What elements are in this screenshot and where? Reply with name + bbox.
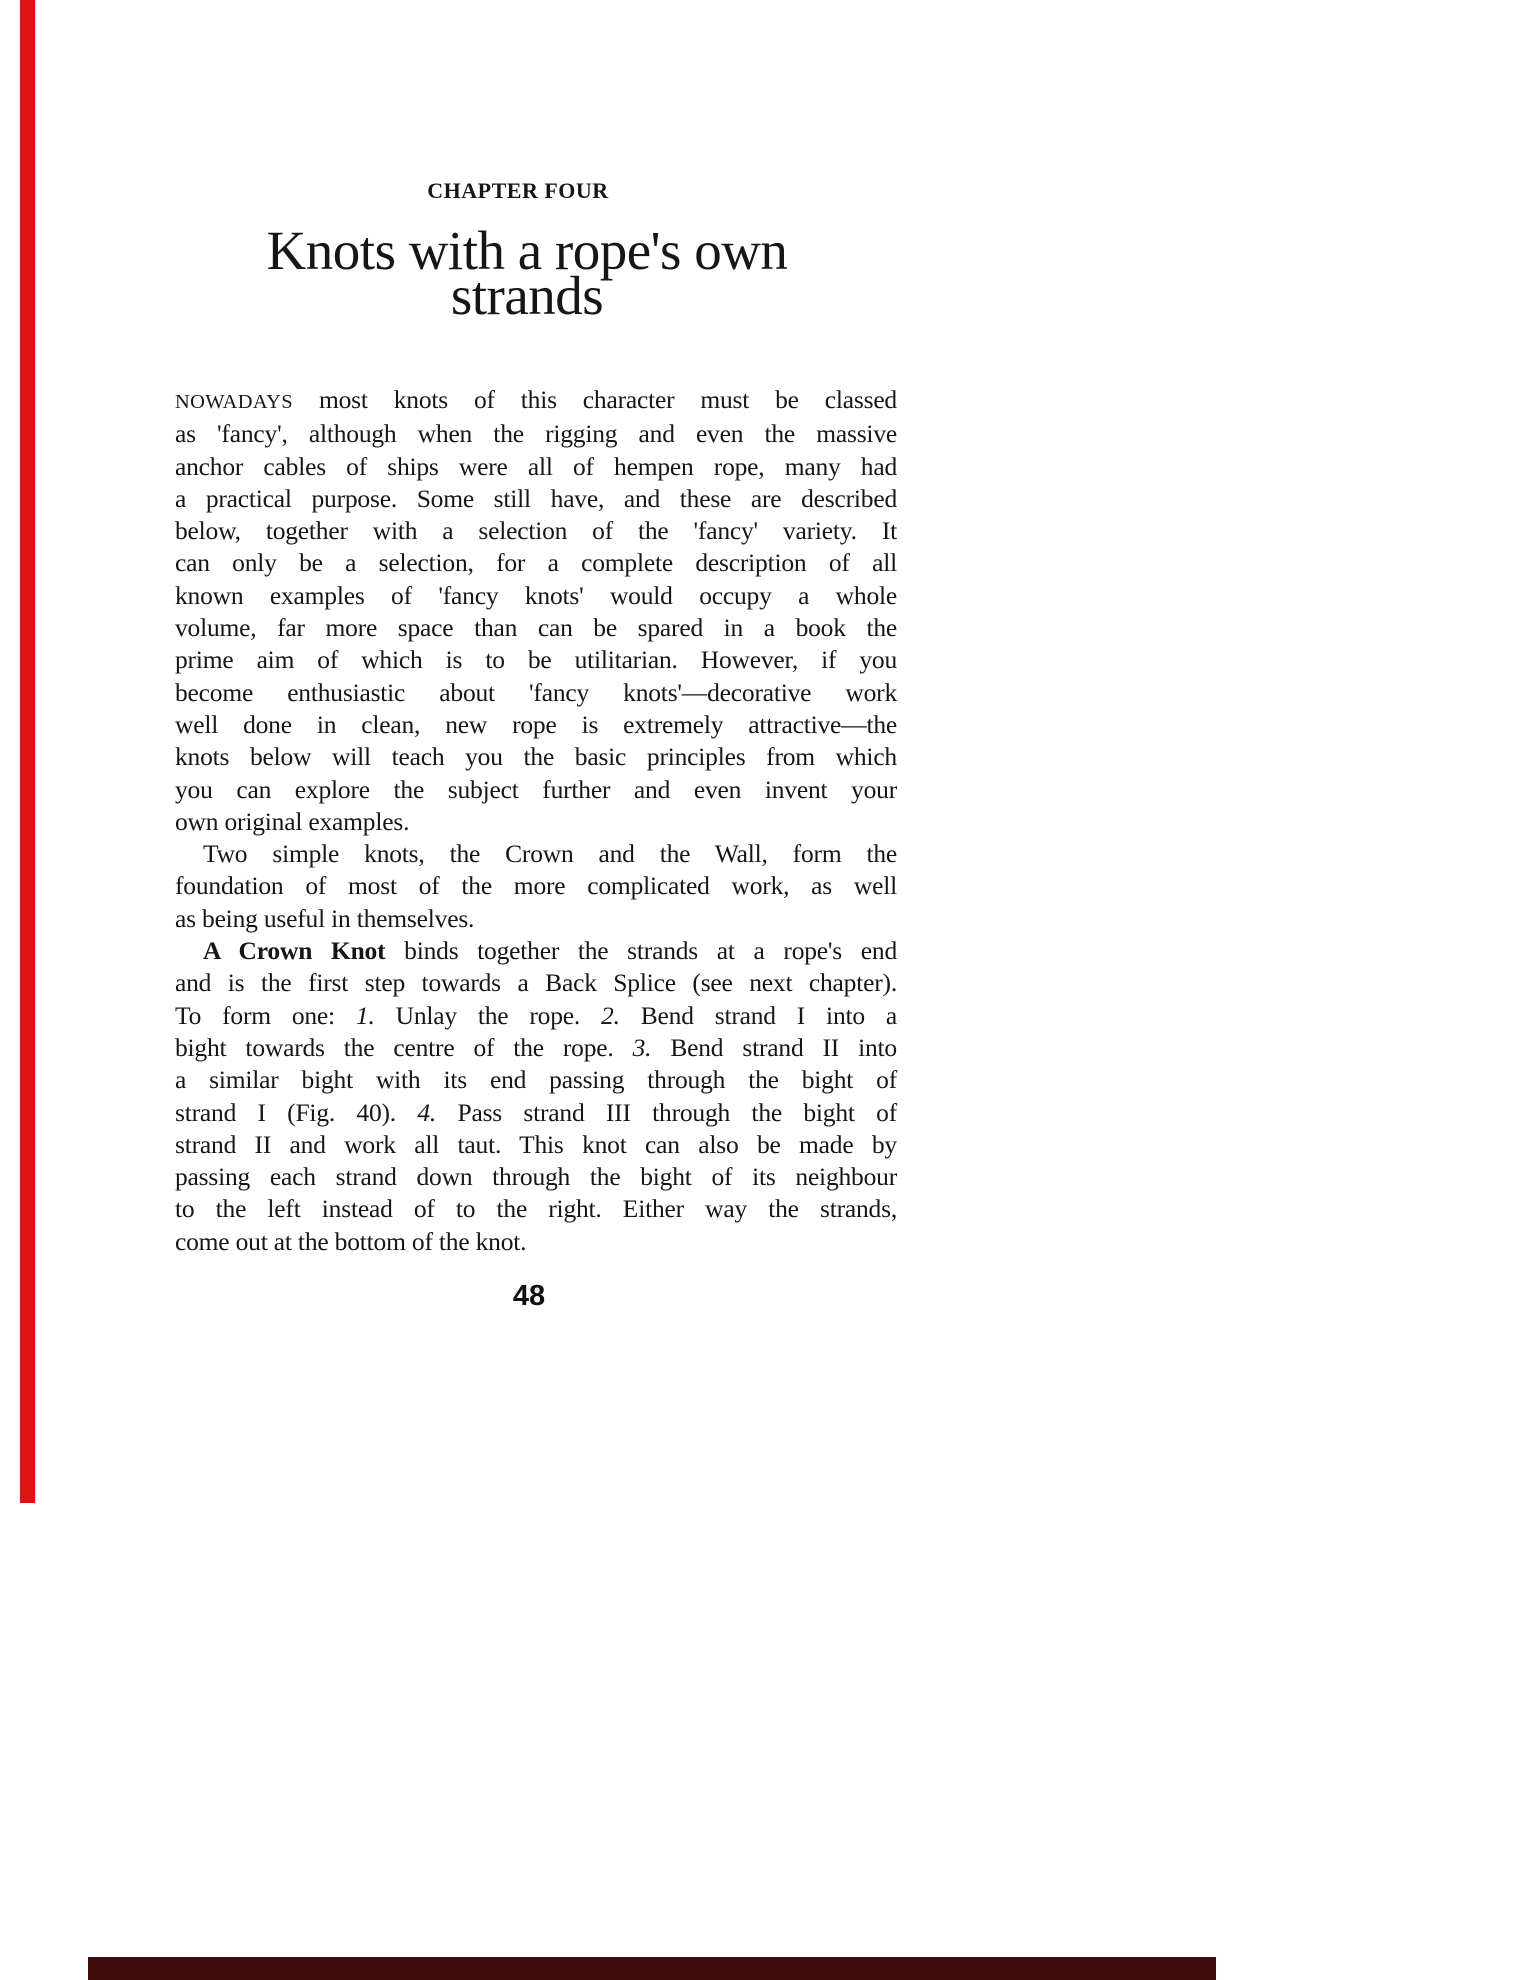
text-line: well done in clean, new rope is extremely attractive—the <box>175 709 897 739</box>
text-line: known examples of 'fancy knots' would occupy a whole <box>175 580 897 610</box>
page-title-line-2: strands <box>450 265 604 326</box>
scan-mark-bottom-edge <box>88 1957 1216 1980</box>
text-line: come out at the bottom of the knot. <box>175 1226 527 1256</box>
text-line: foundation of most of the more complicated work, as well <box>175 871 897 901</box>
text-line: as being useful in themselves. <box>175 903 475 933</box>
paragraph-2 <box>175 838 897 935</box>
text-line: below, together with a selection of the 'fancy' variety. It <box>175 516 897 546</box>
page-title-line-1: Knots with a rope's own <box>266 220 788 281</box>
text-line: own original examples. <box>175 806 410 836</box>
page-title <box>166 220 888 326</box>
text-line: NOWADAYS most knots of this character must be classed <box>175 385 897 414</box>
text-line: as 'fancy', although when the rigging and even the massive <box>175 419 897 449</box>
body-text <box>175 384 897 1258</box>
text-line: strand II and work all taut. This knot can also be made by <box>175 1129 897 1159</box>
small-caps-text: NOWADAYS <box>175 391 294 413</box>
text-line: to the left instead of to the right. Either way the strands, <box>175 1194 897 1224</box>
text-line: a practical purpose. Some still have, and these are described <box>175 483 897 513</box>
text-line: volume, far more space than can be spared in a book the <box>175 613 897 643</box>
chapter-label: CHAPTER FOUR <box>427 178 609 203</box>
text-line: strand I (Fig. 40). 4. Pass strand III through the bight of <box>175 1097 897 1127</box>
text-line: To form one: 1. Unlay the rope. 2. Bend strand I into a <box>175 1000 897 1030</box>
text-line: Two simple knots, the Crown and the Wall, form the <box>203 839 897 869</box>
text-line: bight towards the centre of the rope. 3. Bend strand II into <box>175 1032 897 1062</box>
text-line: and is the first step towards a Back Splice (see next chapter). <box>175 968 897 998</box>
text-line: knots below will teach you the basic principles from which <box>175 742 897 772</box>
paragraph-1 <box>175 384 897 838</box>
scan-mark-left-edge <box>20 0 35 1503</box>
text-line: a similar bight with its end passing through the bight of <box>175 1065 897 1095</box>
text-line: passing each strand down through the bight of its neighbour <box>175 1162 897 1192</box>
text-line: become enthusiastic about 'fancy knots'—decorative work <box>175 677 897 707</box>
text-line: anchor cables of ships were all of hempen rope, many had <box>175 451 897 481</box>
page-number: 48 <box>512 1280 546 1312</box>
text-line: you can explore the subject further and even invent your <box>175 774 897 804</box>
paragraph-3 <box>175 935 897 1258</box>
text-line: can only be a selection, for a complete description of all <box>175 548 897 578</box>
text-line: A Crown Knot binds together the strands at a rope's end <box>203 936 897 966</box>
text-line: prime aim of which is to be utilitarian. However, if you <box>175 645 897 675</box>
